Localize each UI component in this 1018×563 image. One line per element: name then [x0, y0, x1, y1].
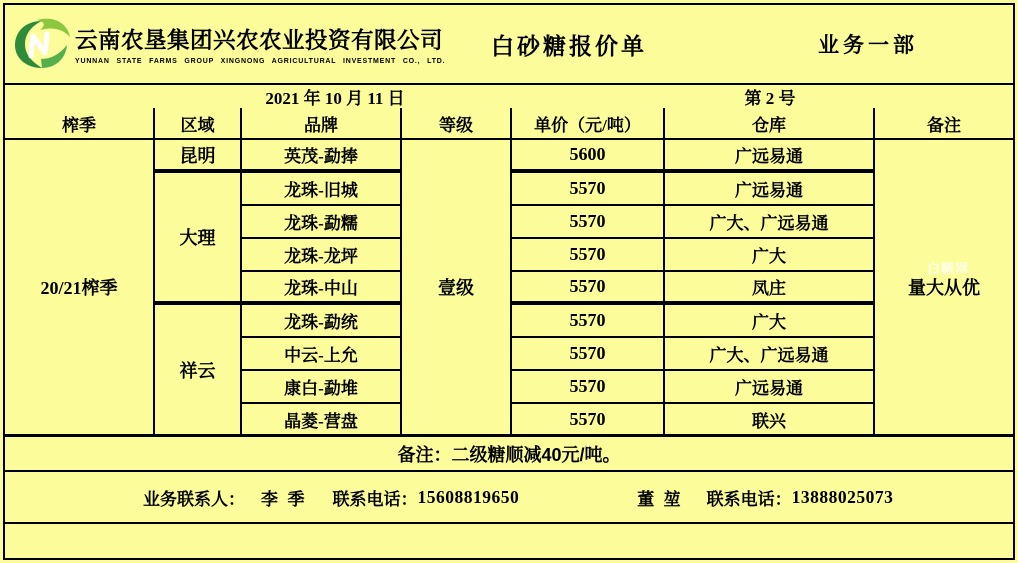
price-cell: 5600	[512, 140, 665, 173]
warehouse-cell: 联兴	[665, 404, 875, 437]
region-cell-dali: 大理	[155, 173, 242, 305]
warehouse-cell: 广大	[665, 305, 875, 338]
contact2-phone-label: 联系电话：	[706, 489, 792, 509]
col-header-season: 榨季	[5, 108, 155, 140]
brand-cell: 龙珠-旧城	[242, 173, 402, 206]
col-header-brand: 品牌	[242, 108, 402, 140]
brand-cell: 中云-上允	[242, 338, 402, 371]
sheet-frame	[3, 3, 1015, 560]
col-header-region: 区域	[155, 108, 242, 140]
warehouse-cell: 广大、广远易通	[665, 206, 875, 239]
warehouse-cell: 广远易通	[665, 140, 875, 173]
title-block	[415, 28, 723, 61]
price-cell: 5570	[512, 338, 665, 371]
remark-row	[5, 437, 1013, 472]
col-header-note: 备注	[875, 108, 1013, 140]
brand-cell: 晶菱-营盘	[242, 404, 402, 437]
price-cell: 5570	[512, 239, 665, 272]
contact2-phone: 13888025073	[791, 486, 894, 507]
contact-row	[5, 472, 1013, 524]
season-cell: 20/21榨季	[5, 140, 155, 437]
contact2-name: 董 堃	[637, 489, 681, 509]
quote-date: 2021 年 10 月 11 日	[265, 89, 405, 108]
brand-cell: 英茂-勐捧	[242, 140, 402, 173]
department-block	[723, 29, 1013, 59]
note-cell	[875, 140, 1013, 437]
bottom-margin	[5, 524, 1013, 558]
brand-cell: 康白-勐堆	[242, 371, 402, 404]
brand-cell: 龙珠-勐糯	[242, 206, 402, 239]
page-title: 白砂糖报价单	[491, 33, 647, 59]
region-cell-kunming: 昆明	[155, 140, 242, 173]
region-cell-xiangyun: 祥云	[155, 305, 242, 437]
col-header-grade: 等级	[402, 108, 512, 140]
col-header-warehouse: 仓库	[665, 108, 875, 140]
price-table	[5, 108, 1013, 437]
brand-cell: 龙珠-勐统	[242, 305, 402, 338]
site-watermark: 白糖网	[927, 261, 970, 276]
contact1-name: 李 季	[261, 489, 305, 509]
price-cell: 5570	[512, 371, 665, 404]
price-cell: 5570	[512, 173, 665, 206]
warehouse-cell: 广大、广远易通	[665, 338, 875, 371]
contact-label: 业务联系人：	[143, 489, 245, 509]
price-cell: 5570	[512, 272, 665, 305]
brand-cell: 龙珠-中山	[242, 272, 402, 305]
warehouse-cell: 广远易通	[665, 371, 875, 404]
remark-text: 备注：二级糖顺减40元/吨。	[397, 444, 621, 465]
contact1-phone-label: 联系电话：	[332, 489, 418, 509]
note-text: 量大从优	[908, 278, 980, 298]
brand-cell: 龙珠-龙坪	[242, 239, 402, 272]
warehouse-cell: 凤庄	[665, 272, 875, 305]
col-header-price: 单价（元/吨）	[512, 108, 665, 140]
department-label: 业务一部	[818, 33, 918, 57]
date-row	[5, 85, 1013, 108]
company-name-en: YUNNAN STATE FARMS GROUP XINGNONG AGRICULTURAL INVESTMENT CO., LTD.	[75, 58, 446, 65]
contact1-phone: 15608819650	[417, 486, 520, 507]
quote-number: 第 2 号	[744, 89, 796, 108]
price-cell: 5570	[512, 206, 665, 239]
price-cell: 5570	[512, 305, 665, 338]
warehouse-cell: 广大	[665, 239, 875, 272]
grade-cell: 壹级	[402, 140, 512, 437]
warehouse-cell: 广远易通	[665, 173, 875, 206]
price-cell: 5570	[512, 404, 665, 437]
company-name: 云南农垦集团兴农农业投资有限公司	[75, 28, 444, 53]
company-block	[75, 23, 446, 65]
company-logo-icon	[11, 16, 73, 72]
sheet-header	[5, 5, 1013, 85]
